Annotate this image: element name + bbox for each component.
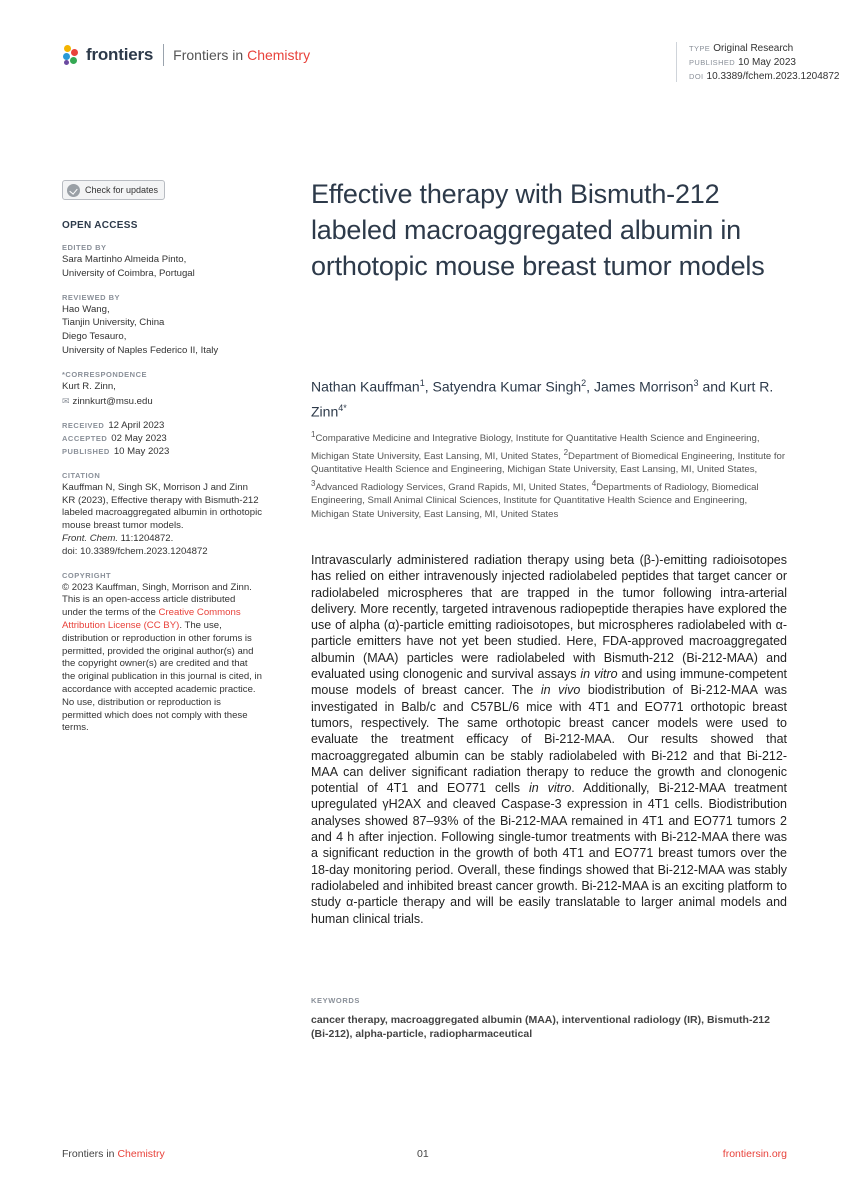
affiliations: $^1$Comparative Medicine and Integrative Biology, Institute for Quantitative Health Science and Engineering, Michigan State University, East Lansing, MI, United States, $^2$Department of Biomedical Engineering, Institute for Quantitative Health Science and Engineering, Michigan State University, East Lansing, MI, United States, $^3$Advanced Radiology Services, Grand Rapids, MI, United States, $^4$Departments of Radiology, Biomedical Engineering, Small Animal Clinical Sciences, Institute for Quantitative Health Science and Engineering, Michigan State University, East Lansing, MI, United States [311, 430, 786, 520]
abstract [311, 552, 787, 927]
editor-name: Sara Martinho Almeida Pinto, [62, 254, 187, 266]
article-meta [689, 42, 839, 84]
article-published: PUBLISHED 10 May 2023 [689, 57, 796, 68]
reviewer-1-affiliation: Tianjin University, China [62, 317, 165, 329]
frontiers-logo[interactable] [62, 44, 310, 66]
copyright-text: © 2023 Kauffman, Singh, Morrison and Zinn. This is an open-access article distributed under the terms of the Creative Commons Attribution License (CC BY). The use, distribution or reproduction in other forums is permitted, provided the original author(s) and the copyright owner(s) are credited and that the original publication in this journal is cited, in accordance with accepted academic practice. No use, distribution or reproduction is permitted which does not comply with these terms. [62, 581, 262, 734]
article-title: Effective therapy with Bismuth-212 labeled macroaggregated albumin in orthotopic mouse breast tumor models [311, 179, 765, 281]
author-2[interactable]: Satyendra Kumar Singh [432, 378, 582, 395]
citation-text: Kauffman N, Singh SK, Morrison J and Zinn KR (2023), Effective therapy with Bismuth-212 labeled macroaggregated albumin in orthotopic mouse breast tumor models. Front. Chem. 11:1204872. doi: 10.3389/fchem.2023.1204872 [62, 481, 262, 557]
mail-icon: ✉ [62, 395, 70, 406]
article-doi: DOI 10.3389/fchem.2023.1204872 [689, 71, 840, 82]
published-row: PUBLISHED 10 May 2023 [62, 446, 170, 458]
reviewed-by-label: REVIEWED BY [62, 292, 121, 302]
reviewer-1-name: Hao Wang, [62, 303, 110, 315]
keywords-list: cancer therapy, macroaggregated albumin (MAA), interventional radiology (IR), Bismuth-212 (Bi-212), alpha-particle, radiopharmaceutical [311, 1014, 770, 1040]
correspondence-email-link[interactable]: zinnkurt@msu.edu [72, 395, 153, 407]
correspondence-email-row [62, 395, 262, 409]
accepted-row: ACCEPTED 02 May 2023 [62, 433, 167, 445]
author-4[interactable]: Kurt R. Zinn [311, 378, 774, 420]
edited-by-label: EDITED BY [62, 243, 107, 253]
frontiers-wordmark: frontiers [86, 45, 154, 64]
meta-divider [676, 42, 677, 82]
logo-divider [163, 44, 164, 66]
reviewer-2-affiliation: University of Naples Federico II, Italy [62, 345, 219, 357]
author-list: Nathan Kauffman$^1$, Satyendra Kumar Singh$^2$, James Morrison$^3$ and Kurt R. Zinn$^{4*}$ [311, 378, 774, 420]
citation-doi[interactable]: doi: 10.3389/fchem.2023.1204872 [62, 545, 208, 557]
article-type: TYPE Original Research [689, 43, 794, 54]
check-icon [67, 184, 80, 197]
author-3[interactable]: James Morrison [593, 378, 694, 395]
sidebar [62, 180, 262, 735]
author-1[interactable]: Nathan Kauffman [311, 378, 420, 395]
footer-journal: Frontiers in Chemistry [62, 1148, 165, 1160]
frontiers-logo-icon [62, 44, 80, 66]
citation-label: CITATION [62, 470, 101, 480]
abstract-paragraph: Intravascularly administered radiation therapy using beta (β-)-emitting radioisotopes has relied on either intravenously injected radiolabeled peptides that target cancer or radiolabeled microspheres that are trapped in the tumor following intra-arterial delivery. More recently, targeted intravenous radiopeptide therapies have explored the use of alpha (α)-particle emitting radioisotopes, but microspheres radiolabeled with α-particle emitters have not yet been studied. Here, FDA-approved macroaggregated albumin (MAA) particles were radiolabeled with Bismuth-212 (Bi-212-MAA) and evaluated using clonogenic and survival assays in vitro and using immune-competent mouse models of breast cancer. The in vivo biodistribution of Bi-212-MAA was investigated in Balb/c and C57BL/6 mice with 4T1 and EO771 orthotopic breast tumors, respectively. The same orthotopic breast cancer models were used to evaluate the treatment efficacy of Bi-212-MAA. Our results showed that macroaggregated albumin can be stably radiolabeled with Bi-212 and that Bi-212-MAA can deliver significant radiation therapy to reduce the growth and clonogenic potential of 4T1 and EO771 cells in vitro. Additionally, Bi-212-MAA treatment upregulated γH2AX and cleaved Caspase-3 expression in 4T1 cells. Biodistribution analyses showed 87–93% of the Bi-212-MAA remained in 4T1 and EO771 tumors 2 and 4 h after injection. Following single-tumor treatments with Bi-212-MAA there was a significant reduction in the growth of both 4T1 and EO771 breast tumors over the 18-day monitoring period. Overall, these findings showed that Bi-212-MAA was stably radiolabeled and inhibited breast cancer growth. Bi-212-MAA is an exciting platform to study α-particle therapy and will be easily translatable to larger animal models and human clinical trials. [311, 553, 787, 926]
keywords-label: KEYWORDS [311, 996, 360, 1005]
copyright-label: COPYRIGHT [62, 570, 112, 580]
check-for-updates-button[interactable] [62, 180, 165, 200]
cc-by-license-link[interactable]: Creative Commons Attribution License (CC BY) [62, 607, 241, 632]
dates-block [62, 420, 262, 458]
correspondence-label: *CORRESPONDENCE [62, 369, 148, 379]
page-number: 01 [417, 1148, 429, 1160]
footer-site-link[interactable]: frontiersin.org [722, 1148, 787, 1160]
received-row: RECEIVED 12 April 2023 [62, 420, 165, 432]
correspondence-name: Kurt R. Zinn, [62, 380, 116, 392]
page-header [62, 42, 840, 82]
check-for-updates-label: Check for updates [85, 184, 159, 195]
editor-affiliation: University of Coimbra, Portugal [62, 267, 195, 279]
open-access-label: OPEN ACCESS [62, 220, 138, 232]
journal-name: Frontiers in Chemistry [173, 47, 311, 63]
reviewer-2-name: Diego Tesauro, [62, 331, 127, 343]
